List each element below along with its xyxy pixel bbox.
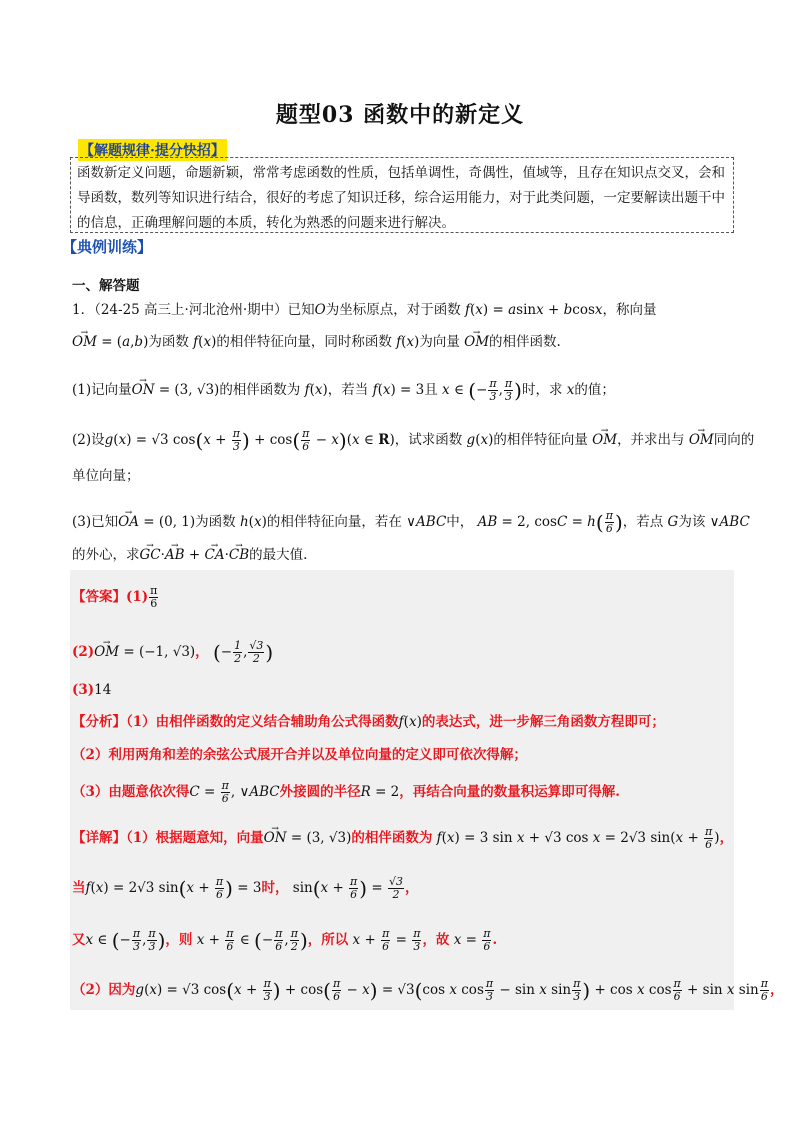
q1-intro-line1: 1．（24-25 高三上·河北沧州·期中）已知O为坐标原点，对于函数 f(x) = asinx + bcosx，称向量 [72,302,657,318]
tips-tag: 【解题规律·提分快招】 [78,139,227,161]
answer-3: (3)14 [72,682,112,698]
detail-2: 当f(x) = 2√3 sin(x + $\frac{\pi}{6}$ ) = 3时， sin(x + $\frac{\pi}{6}$ ) = $\frac{√3}{2}$ ， [72,875,419,901]
answer-1: 【答案】(1) $\frac{\pi}{6}$ [72,584,158,610]
answer-2: (2)→ OM = (−1, √3)， (− $\frac{1}{2}$ , $\frac{√3}{2}$ ) [72,640,273,665]
analysis-1: 【分析】（1）由相伴函数的定义结合辅助角公式得函数f(x)的表达式，进一步解三角函数方程即可； [72,714,665,730]
q1-intro-line2: → OM = (a,b)为函数 f(x)的相伴特征向量，同时称函数 f(x)为向量 → OM的相伴函数. [72,332,561,352]
q1-part3-cont: 的外心，求→ GC·→ AB + → CA·→ CB的最大值. [72,545,307,565]
examples-tag: 【典例训练】 [62,238,153,256]
q1-part1: (1)记向量→ ON = (3, √3)的相伴函数为 f(x)，若当 f(x) = 3且 x ∈ (− $\frac{\pi}{3}$ , $\frac{\pi}{3}$ )时，求 x的值； [72,378,615,403]
section-heading: 一、解答题 [72,278,140,294]
q1-part2: (2)设g(x) = √3 cos(x + $\frac{\pi}{3}$ ) + cos( $\frac{\pi}{6}$ − x)(x ∈ R)，试求函数 g(x)的相伴特征向量 → OM，并求出与 → OM同向的 [72,428,754,453]
q1-part3: (3)已知→ OA = (0, 1)为函数 h(x)的相伴特征向量，若在 ∨ABC中， AB = 2, cosC = h( $\frac{\pi}{6}$ )，若点 G为该 ∨ABC [72,510,750,535]
tips-box [70,157,734,233]
detail-3: 又x ∈ (− $\frac{\pi}{3}$ , $\frac{\pi}{3}$ )，则 x + $\frac{\pi}{6}$ ∈ (− $\frac{\pi}{6}$ , $\frac{\pi}{2}$ )，所以 x + $\frac{\pi}{6}$ = $\frac{\pi}{3}$ ，故 x = $\frac{\pi}{6}$ . [72,927,498,953]
detail-4: （2）因为g(x) = √3 cos(x + $\frac{\pi}{3}$ ) + cos( $\frac{\pi}{6}$ − x) = √3(cos x cos $\frac{\pi}{3}$ − sin x sin $\frac{\pi}{3}$ ) + cos x cos $\frac{\pi}{6}$ + sin x sin $\frac{\pi}{6}$ ， [72,977,784,1003]
analysis-2: （2）利用两角和差的余弦公式展开合并以及单位向量的定义即可依次得解； [72,747,527,763]
page-title: 题型03 函数中的新定义 [275,102,525,128]
analysis-3: （3）由题意依次得C = $\frac{\pi}{6}$ , ∨ABC外接圆的半径R = 2，再结合向量的数量积运算即可得解. [72,779,620,805]
detail-1: 【详解】（1）根据题意知，向量→ ON = (3, √3)的相伴函数为 f(x) = 3 sin x + √3 cos x = 2√3 sin(x + $\frac{\pi}{6}$ )， [72,826,733,851]
tips-text: 函数新定义问题，命题新颖，常常考虑函数的性质，包括单调性，奇偶性，值域等，且存在知识点交叉，会和导函数，数列等知识进行结合，很好的考虑了知识迁移，综合运用能力，对于此类问题，一定要解读出题干中的信息，正确理解问题的本质，转化为熟悉的问题来进行解决。 [77,165,725,231]
q1-part2-cont: 单位向量； [72,468,140,484]
